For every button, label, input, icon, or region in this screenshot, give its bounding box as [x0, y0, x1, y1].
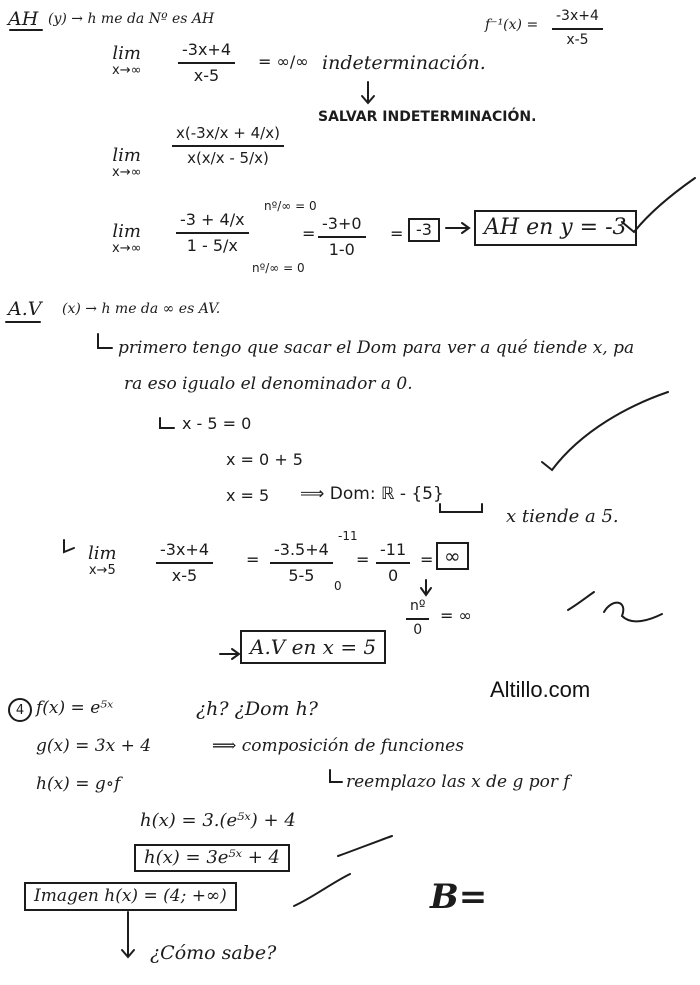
av-aside-eq: = ∞	[440, 606, 472, 625]
q4-question: ¿h? ¿Dom h?	[196, 698, 318, 720]
lim-word: lim	[88, 543, 117, 564]
av-domain: ⟹ Dom: ℝ - {5}	[300, 484, 444, 504]
q4-composition: ⟹ composición de funciones	[212, 736, 464, 756]
hook-arrow-4	[330, 770, 342, 782]
av-step3: x = 5	[226, 486, 270, 505]
q4-f: f(x) = e⁵ˣ	[36, 698, 114, 718]
ah-eq-sign-3: =	[390, 224, 404, 243]
ah-tag-top: nº/∞ = 0	[264, 199, 317, 213]
ah-f3-denominator: 1 - 5/x	[186, 236, 238, 255]
ah-f4-denominator: 1-0	[328, 240, 355, 259]
av-fraction-3	[376, 540, 410, 586]
q4-h-step1: h(x) = 3.(e⁵ˣ) + 4	[140, 810, 296, 831]
ah-limit-3	[112, 222, 141, 256]
lim-sub: x→5	[88, 562, 116, 578]
av-conclusion-box: A.V en x = 5	[240, 630, 386, 664]
arrow-to-box-1	[446, 223, 469, 233]
ah-tag-bottom: nº/∞ = 0	[252, 261, 305, 275]
arrow-down-3	[122, 912, 134, 957]
ah-eq-sign-2: =	[302, 224, 316, 243]
check-mark-2	[542, 392, 668, 470]
q4-g: g(x) = 3x + 4	[36, 736, 152, 756]
av-aside-den: 0	[413, 621, 423, 638]
av-tag-zero: 0	[334, 579, 342, 593]
ah-indeterminacion: indeterminación.	[322, 52, 486, 74]
ah-heading: AH	[8, 8, 39, 30]
inverse-label: f⁻¹(x) =	[485, 17, 539, 33]
ah-f2-denominator: x(x/x - 5/x)	[187, 148, 269, 167]
watermark-text: Altillo.com	[490, 677, 591, 702]
lim-word: lim	[112, 221, 141, 242]
lim-sub: x→∞	[112, 164, 142, 180]
ah-fraction-1	[178, 40, 235, 86]
lim-word: lim	[112, 145, 141, 166]
av-eq-sign-1: =	[246, 550, 260, 569]
av-f1-denominator: x-5	[171, 566, 198, 585]
av-explanation-line1: primero tengo que sacar el Dom para ver a qué tiende x, pa	[118, 338, 635, 358]
av-f2-numerator: -3.5+4	[270, 540, 333, 564]
lim-sub: x→∞	[112, 62, 142, 78]
hook-arrow-1	[98, 334, 112, 348]
check-mark-3	[568, 592, 594, 610]
av-step2: x = 0 + 5	[226, 450, 303, 469]
salvar-indeterminacion: SALVAR INDETERMINACIÓN.	[318, 109, 537, 125]
lim-word: lim	[112, 43, 141, 64]
arrow-down-2	[421, 580, 431, 595]
ah-equals-1: = ∞/∞	[258, 52, 309, 71]
lim-sub: x→∞	[112, 240, 142, 256]
ah-heading-note: (y) → h me da Nº es AH	[48, 11, 215, 27]
ah-f3-numerator: -3 + 4/x	[176, 210, 249, 234]
arrow-down-1	[362, 82, 374, 103]
hook-arrow-2	[160, 418, 174, 428]
dom-bracket	[440, 504, 482, 512]
ah-limit-2	[112, 146, 141, 180]
av-f2-denominator: 5-5	[288, 566, 315, 585]
hook-arrow-3	[220, 649, 239, 659]
av-limit	[88, 544, 117, 578]
av-tends: x tiende a 5.	[506, 506, 619, 527]
ah-result-box: -3	[408, 218, 440, 242]
av-fraction-2	[270, 540, 333, 586]
av-heading-note: (x) → h me da ∞ es AV.	[62, 301, 221, 317]
av-aside-num: nº	[406, 598, 429, 620]
ah-f2-numerator: x(-3x/x + 4/x)	[172, 124, 284, 147]
av-tag: -11	[338, 529, 358, 543]
av-explanation-line2: ra eso igualo el denominador a 0.	[124, 374, 413, 394]
ah-f1-numerator: -3x+4	[178, 40, 235, 64]
check-mark-4	[604, 603, 662, 622]
question-number: 4	[8, 698, 32, 722]
av-result-box: ∞	[436, 542, 469, 570]
inverse-denominator: x-5	[566, 31, 589, 48]
av-f3-numerator: -11	[376, 540, 410, 564]
q4-h-step2-box: h(x) = 3e⁵ˣ + 4	[134, 844, 290, 872]
q4-replace: reemplazo las x de g por f	[346, 772, 570, 792]
av-eq-sign-3: =	[420, 550, 434, 569]
q4-h: h(x) = g∘f	[36, 774, 121, 794]
av-aside-fraction	[406, 598, 429, 639]
inverse-numerator: -3x+4	[552, 8, 603, 30]
ah-fraction-4	[318, 214, 366, 260]
ah-conclusion-box: AH en y = -3	[474, 210, 637, 246]
av-step1: x - 5 = 0	[182, 414, 252, 433]
av-eq-sign-2: =	[356, 550, 370, 569]
av-f1-numerator: -3x+4	[156, 540, 213, 564]
q4-image-box: Imagen h(x) = (4; +∞)	[24, 882, 237, 911]
ah-f1-denominator: x-5	[193, 66, 220, 85]
ah-fraction-3	[176, 210, 249, 256]
ah-f4-numerator: -3+0	[318, 214, 366, 238]
av-f3-denominator: 0	[387, 566, 399, 585]
ah-fraction-2	[172, 124, 284, 168]
q4-question2: ¿Cómo sabe?	[150, 942, 277, 964]
check-mark-6	[294, 874, 350, 906]
inverse-fraction	[552, 8, 603, 49]
ah-limit-1	[112, 44, 141, 78]
av-fraction-1	[156, 540, 213, 586]
av-heading: A.V	[8, 298, 42, 320]
arrow-curve-1	[64, 540, 74, 552]
check-mark-5	[338, 836, 392, 856]
grade-mark: B=	[430, 877, 488, 917]
